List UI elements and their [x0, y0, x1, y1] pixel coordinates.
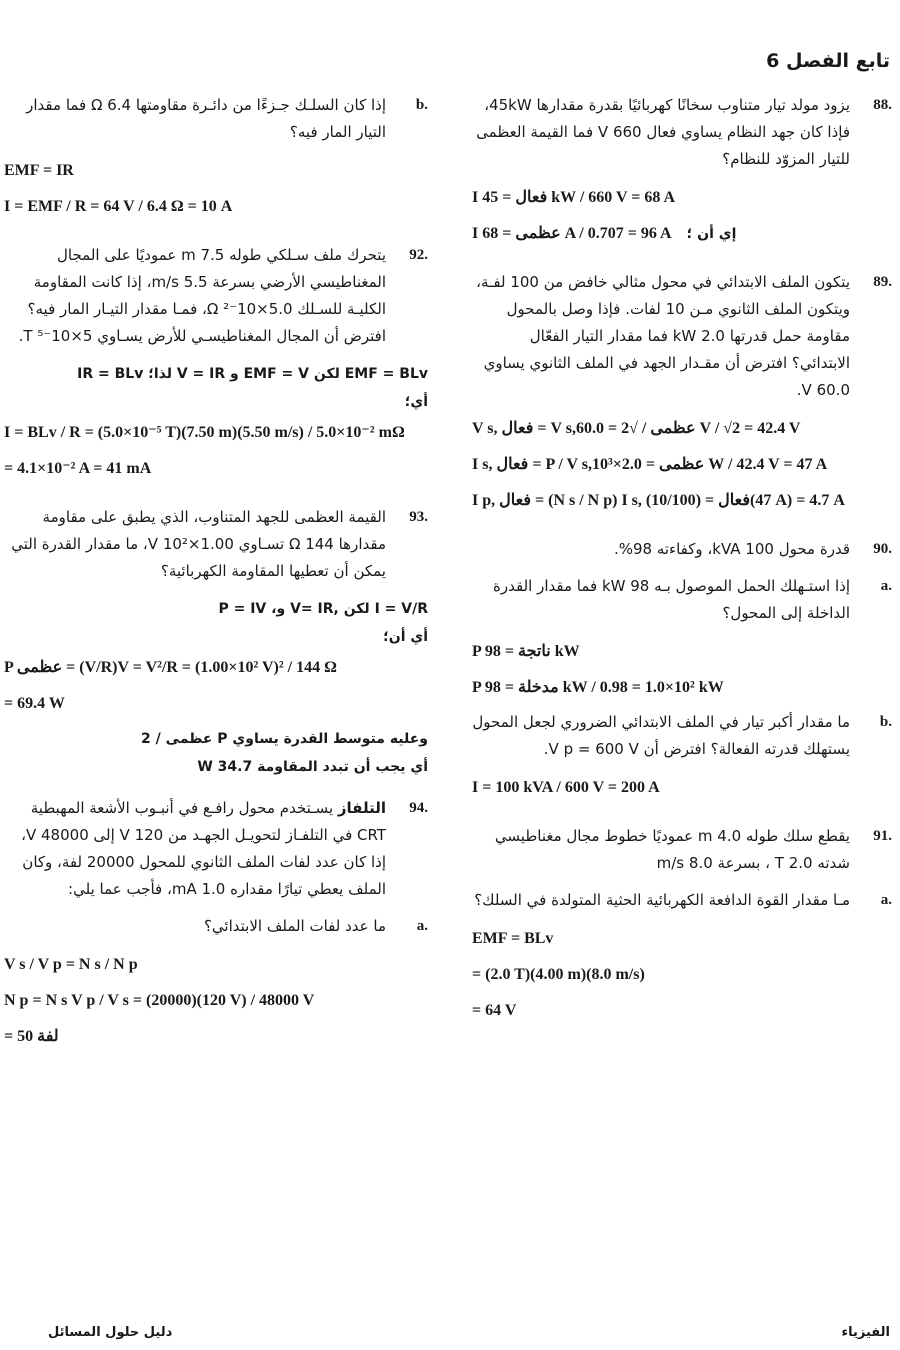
problem-94 [4, 795, 428, 903]
page-title: تابع الفصل 6 [766, 50, 890, 72]
right-column [472, 92, 892, 1032]
problem-text: قدرة محول 100 kVA، وكفاءته 98%. [613, 540, 850, 558]
equation-90a-2: P مدخلة = 98 kW / 0.98 = 1.0×10² kW [472, 679, 724, 696]
equation-90b: I = 100 kVA / 600 V = 200 A [472, 779, 660, 796]
problem-number: .89 [873, 274, 892, 290]
problem-90b [472, 709, 892, 763]
equation-92-3: = 4.1×10⁻² A = 41 mA [4, 460, 152, 477]
equation-94-2: N p = N s V p / V s = (20000)(120 V) / 48000 V [4, 992, 315, 1009]
problem-number: .92 [409, 247, 428, 263]
equation-93-note: أي أن؛ [383, 629, 428, 645]
problem-88 [472, 92, 892, 173]
equation-94-3: = 50 لفة [4, 1028, 59, 1045]
equation-92-1: EMF = BLv لكن EMF = V و V = IR لذا؛ IR = BLv [77, 366, 428, 382]
part-label: .a [880, 578, 892, 594]
problem-number: .93 [409, 509, 428, 525]
part-label: .a [416, 918, 428, 934]
problem-91 [472, 823, 892, 877]
problem-body: يسـتخدم محول رافـع في أنبـوب الأشعة المهبطية CRT في التلفـاز لتحويـل الجهـد من 120 V إلى 48000 V، إذا كان عدد لفات الملف الثانوي للمحول 20000 لفة، وكان الملف يعطي تيارًا مقداره 1.0 mA، فأجب عما يلي: [21, 799, 386, 898]
problem-92 [4, 242, 428, 350]
problem-94a [4, 913, 428, 940]
left-column [4, 92, 428, 1058]
note-93-2: أي يجب أن تبدد المقاومة 34.7 W [197, 759, 428, 775]
problem-number: .91 [873, 828, 892, 844]
equation-91b-1: EMF = IR [4, 162, 74, 179]
part-text: إذا استـهلك الحمل الموصول بـه 98 kW فما مقدار القدرة الداخلة إلى المحول؟ [493, 577, 850, 622]
problem-keyword: التلفاز [337, 799, 386, 817]
footer-left: دليل حلول المسائل [48, 1325, 173, 1340]
problem-number: .88 [873, 97, 892, 113]
equation-91a-2: = (2.0 T)(4.00 m)(8.0 m/s) [472, 966, 645, 983]
equation-93-3: = 69.4 W [4, 695, 65, 712]
part-text: ما مقدار أكبر تيار في الملف الابتدائي الضروري لجعل المحول يستهلك قدرته الفعالة؟ افترض أن V p = 600 V. [472, 713, 850, 758]
problem-91b [4, 92, 428, 146]
problem-text: يزود مولد تيار متناوب سخانًا كهربائيًا بقدرة مقدارها 45kW، فإذا كان جهد النظام يساوي فعال 660 V فما القيمة العظمى للتيار المزوّد للنظام؟ [476, 96, 850, 168]
equation-91a-1: EMF = BLv [472, 930, 554, 947]
problem-89 [472, 269, 892, 404]
problem-text [4, 795, 386, 903]
part-text: مـا مقدار القوة الدافعة الكهربائية الحثية المتولدة في السلك؟ [474, 891, 850, 909]
footer-right: الفيزياء [841, 1325, 890, 1340]
problem-90a [472, 573, 892, 627]
equation-93-2: P عظمى = (V/R)V = V²/R = (1.00×10² V)² / 144 Ω [4, 659, 337, 676]
part-text: إذا كان السلـك جـزءًا من دائـرة مقاومتها 6.4 Ω فما مقدار التيار المار فيه؟ [26, 96, 386, 141]
equation-93-1: I = V/R لكن ,V= IR و، P = IV [218, 601, 428, 617]
part-label: .a [880, 892, 892, 908]
equation-94-1: V s / V p = N s / N p [4, 956, 138, 973]
equation-89-2: I s, فعال = P / V s,عظمى = 2.0×10³ W / 42.4 V = 47 A [472, 456, 828, 473]
problem-text: القيمة العظمى للجهد المتناوب، الذي يطبق على مقاومة مقدارها 144 Ω تسـاوي 1.00×10² V، ما مقدار القدرة التي يمكن أن تعطيها المقاومة الكهربائية؟ [11, 508, 386, 580]
equation-88-1: I فعال = 45 kW / 660 V = 68 A [472, 189, 676, 206]
equation-92-note: أي؛ [404, 394, 428, 410]
problem-number: .94 [409, 800, 428, 816]
equation-89-3: I p, فعال = (N s / N p) I s, فعال = (10/100)(47 A) = 4.7 A [472, 492, 845, 509]
equation-88-2 [472, 219, 892, 249]
part-label: .b [879, 714, 892, 730]
problem-number: .90 [873, 541, 892, 557]
equation-92-2: I = BLv / R = (5.0×10⁻⁵ T)(7.50 m)(5.50 m/s) / 5.0×10⁻² mΩ [4, 424, 405, 441]
problem-text: يقطع سلك طوله 4.0 m عموديًا خطوط مجال مغناطيسي شدته 2.0 T ، بسرعة 8.0 m/s [494, 827, 850, 872]
note-93-1: وعليه متوسط القدرة يساوي P عظمى / 2 [141, 731, 428, 747]
equation-89-1: V s, فعال = V s,عظمى / √2 = 60.0 V / √2 = 42.4 V [472, 420, 801, 437]
equation-91a-3: = 64 V [472, 1002, 517, 1019]
equation-90a-1: P ناتجة = 98 kW [472, 643, 580, 660]
part-label: .b [415, 97, 428, 113]
problem-93 [4, 504, 428, 585]
part-text: ما عدد لفات الملف الابتدائي؟ [203, 917, 386, 935]
equation-88-2-text: I عظمى = 68 A / 0.707 = 96 A [472, 225, 671, 242]
equation-91b-2: I = EMF / R = 64 V / 6.4 Ω = 10 A [4, 198, 233, 215]
problem-91a [472, 887, 892, 914]
equation-88-2-note: إي أن ؛ [686, 226, 737, 242]
problem-text: يتكون الملف الابتدائي في محول مثالي خافض من 100 لفـة، ويتكون الملف الثانوي مـن 10 لفات. فإذا وصل بالمحول مقاومة حمل قدرتها 2.0 kW فما مقدار التيار الفعّال الابتدائي؟ افترض أن مقـدار الجهد في الملف الثانوي يساوي 60.0 V. [476, 273, 850, 399]
problem-text: يتحرك ملف سـلكي طوله 7.5 m عموديًا على المجال المغناطيسي الأرضي بسرعة 5.5 m/s، إذا كانت المقاومة الكليـة للسـلك 5.0×10⁻² Ω، فمـا مقدار التيـار المار فيه؟ افترض أن المجال المغناطيسـي للأرض يسـاوي 5×10⁻⁵ T. [18, 246, 386, 345]
problem-90 [472, 536, 892, 563]
